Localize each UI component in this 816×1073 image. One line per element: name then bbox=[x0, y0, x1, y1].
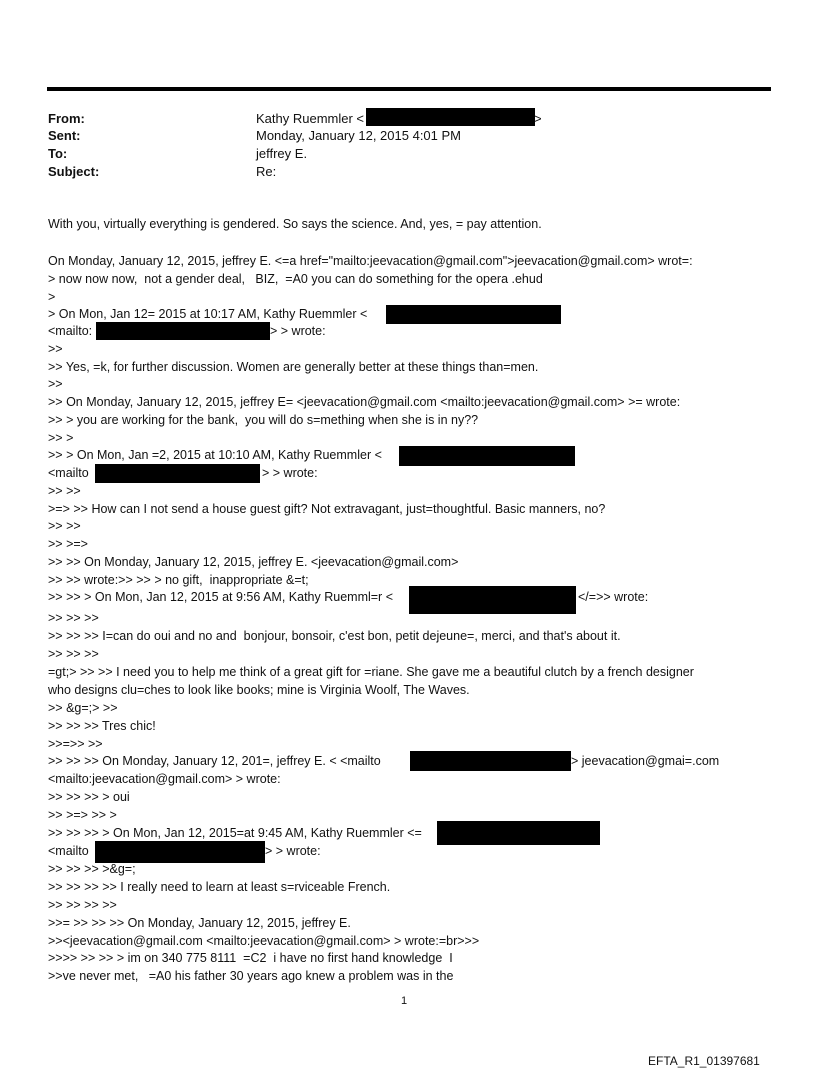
sent-value: Monday, January 12, 2015 4:01 PM bbox=[256, 128, 461, 143]
to-label: To: bbox=[48, 146, 68, 161]
body-line: >> >> >> > oui bbox=[48, 790, 130, 804]
body-line: >=> >> How can I not send a house guest gift? Not extravagant, just=thoughtful. Basic manners, no? bbox=[48, 502, 606, 516]
body-line: >> >> bbox=[48, 484, 81, 498]
body-line: >> >> >> > On Mon, Jan 12, 2015=at 9:45 AM, Kathy Ruemmler <= bbox=[48, 826, 422, 840]
body-line: >> Yes, =k, for further discussion. Women are generally better at these things than=men. bbox=[48, 360, 539, 374]
body-line: >>ve never met, =A0 his father 30 years ago knew a problem was in the bbox=[48, 969, 454, 983]
to-value: jeffrey E. bbox=[256, 146, 308, 161]
body-line: <mailto bbox=[48, 844, 89, 858]
body-line: =gt;> >> >> I need you to help me think of a great gift for =riane. She gave me a beautiful clutch by a french designer bbox=[48, 665, 694, 679]
body-line: >> >> >> >> I really need to learn at least s=rviceable French. bbox=[48, 880, 391, 894]
redaction-box bbox=[399, 446, 575, 466]
redaction-box bbox=[409, 586, 576, 614]
body-line: > now now now, not a gender deal, BIZ, =A0 you can do something for the opera .ehud bbox=[48, 272, 543, 286]
header-rule bbox=[47, 87, 771, 91]
body-line: >><jeevacation@gmail.com <mailto:jeevacation@gmail.com> > wrote:=br>>> bbox=[48, 934, 480, 948]
body-line: >> >> On Monday, January 12, 2015, jeffrey E. <jeevacation@gmail.com> bbox=[48, 555, 459, 569]
body-line: >> On Monday, January 12, 2015, jeffrey E= <jeevacation@gmail.com <mailto:jeevacation@gmail.com> >= wrote: bbox=[48, 395, 681, 409]
redaction-box bbox=[96, 322, 270, 340]
body-line: >> >=> bbox=[48, 537, 88, 551]
body-fragment: > jeevacation@gmai=.com bbox=[571, 754, 720, 768]
body-fragment: > > wrote: bbox=[262, 466, 318, 480]
body-line: >> >> >> >> bbox=[48, 898, 117, 912]
body-line: >> >> bbox=[48, 519, 81, 533]
body-line: >>>> >> >> > im on 340 775 8111 =C2 i have no first hand knowledge I bbox=[48, 951, 453, 965]
body-line: <mailto: bbox=[48, 324, 93, 338]
from-value: Kathy Ruemmler < bbox=[256, 111, 365, 126]
body-line: >> bbox=[48, 377, 63, 391]
redaction-box bbox=[386, 305, 561, 324]
body-line: >> > On Mon, Jan =2, 2015 at 10:10 AM, Kathy Ruemmler < bbox=[48, 448, 382, 462]
redaction-box bbox=[366, 108, 535, 126]
body-line: With you, virtually everything is gendered. So says the science. And, yes, = pay attention. bbox=[48, 217, 542, 231]
body-line: >> >> >> >&g=; bbox=[48, 862, 136, 876]
body-line: >> >> >> On Monday, January 12, 201=, jeffrey E. < <mailto bbox=[48, 754, 381, 768]
body-line: >> >> >> I=can do oui and no and bonjour, bonsoir, c'est bon, petit dejeune=, merci, and that's about it. bbox=[48, 629, 621, 643]
body-line: >> &g=;> >> bbox=[48, 701, 118, 715]
body-line: >> >> >> Tres chic! bbox=[48, 719, 156, 733]
from-close: > bbox=[534, 111, 542, 126]
body-line: On Monday, January 12, 2015, jeffrey E. <=a href="mailto:jeevacation@gmail.com">jeevacation@gmail.com> wrot=: bbox=[48, 254, 693, 268]
body-line: > bbox=[48, 290, 56, 304]
redaction-box bbox=[410, 751, 571, 771]
body-line: <mailto bbox=[48, 466, 89, 480]
body-fragment: > > wrote: bbox=[265, 844, 321, 858]
redaction-box bbox=[95, 464, 260, 483]
body-line: >> > bbox=[48, 431, 74, 445]
page-number: 1 bbox=[401, 995, 408, 1007]
body-line: >>= >> >> >> On Monday, January 12, 2015, jeffrey E. bbox=[48, 916, 351, 930]
from-label: From: bbox=[48, 111, 85, 126]
body-line: >> >> >> bbox=[48, 611, 99, 625]
body-line: >> >=> >> > bbox=[48, 808, 117, 822]
body-fragment: </=>> wrote: bbox=[578, 590, 649, 604]
body-line: <mailto:jeevacation@gmail.com> > wrote: bbox=[48, 772, 281, 786]
body-line: who designs clu=ches to look like books; mine is Virginia Woolf, The Waves. bbox=[48, 683, 470, 697]
redaction-box bbox=[95, 841, 265, 863]
body-line: >> >> >> bbox=[48, 647, 99, 661]
body-line: >> >> > On Mon, Jan 12, 2015 at 9:56 AM, Kathy Ruemml=r < bbox=[48, 590, 393, 604]
body-line: >> >> wrote:>> >> > no gift, inappropriate &=t; bbox=[48, 573, 309, 587]
document-id: EFTA_R1_01397681 bbox=[648, 1054, 760, 1068]
body-line: > On Mon, Jan 12= 2015 at 10:17 AM, Kathy Ruemmler < bbox=[48, 307, 368, 321]
redaction-box bbox=[437, 821, 600, 845]
body-fragment: > > wrote: bbox=[270, 324, 326, 338]
subject-value: Re: bbox=[256, 164, 277, 179]
body-line: >> > you are working for the bank, you will do s=mething when she is in ny?? bbox=[48, 413, 479, 427]
body-line: >> bbox=[48, 342, 63, 356]
body-line: >>=>> >> bbox=[48, 737, 103, 751]
sent-label: Sent: bbox=[48, 128, 81, 143]
subject-label: Subject: bbox=[48, 164, 100, 179]
